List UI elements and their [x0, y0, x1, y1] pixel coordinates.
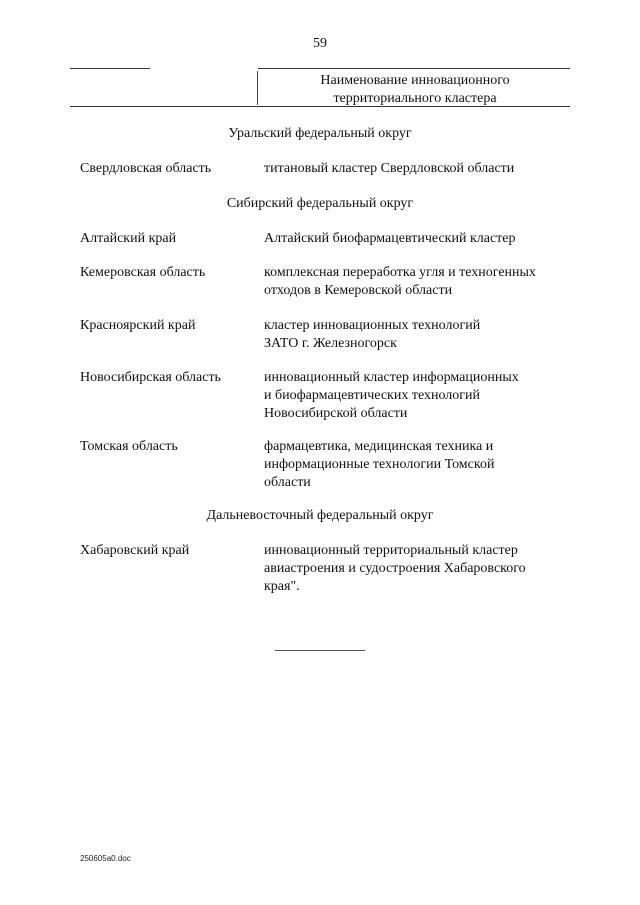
region-novosibirsk: Новосибирская область: [80, 370, 221, 385]
district-heading-ural: Уральский федеральный округ: [228, 126, 412, 141]
region-krasnoyarsk: Красноярский край: [80, 318, 196, 333]
header-column-divider: [257, 71, 258, 105]
document-file-code: 250605a0.doc: [80, 854, 131, 863]
column-header-cluster-name: Наименование инновационного территориального кластера: [320, 73, 510, 106]
cluster-altai: Алтайский биофармацевтический кластер: [264, 231, 516, 246]
cluster-khabarovsk: инновационный территориальный кластер авиастроения и судостроения Хабаровского края".: [264, 543, 526, 594]
district-heading-siberia: Сибирский федеральный округ: [226, 196, 414, 211]
header-top-rule-left: [70, 68, 150, 69]
region-khabarovsk: Хабаровский край: [80, 543, 190, 558]
end-of-document-rule: [275, 650, 365, 651]
cluster-krasnoyarsk: кластер инновационных технологий ЗАТО г. Железногорск: [264, 318, 481, 351]
region-altai: Алтайский край: [80, 231, 177, 246]
page-number: 59: [313, 36, 327, 51]
header-top-rule-right: [258, 68, 570, 69]
district-heading-far-east: Дальневосточный федеральный округ: [206, 508, 434, 523]
cluster-kemerovo: комплексная переработка угля и техногенных отходов в Кемеровской области: [264, 265, 536, 298]
region-tomsk: Томская область: [80, 439, 178, 454]
region-sverdlovsk: Свердловская область: [80, 161, 212, 176]
cluster-tomsk: фармацевтика, медицинская техника и информационные технологии Томской области: [264, 439, 495, 490]
cluster-sverdlovsk: титановый кластер Свердловской области: [264, 161, 515, 176]
cluster-novosibirsk: инновационный кластер информационных и биофармацевтических технологий Новосибирской области: [264, 370, 519, 421]
region-kemerovo: Кемеровская область: [80, 265, 206, 280]
